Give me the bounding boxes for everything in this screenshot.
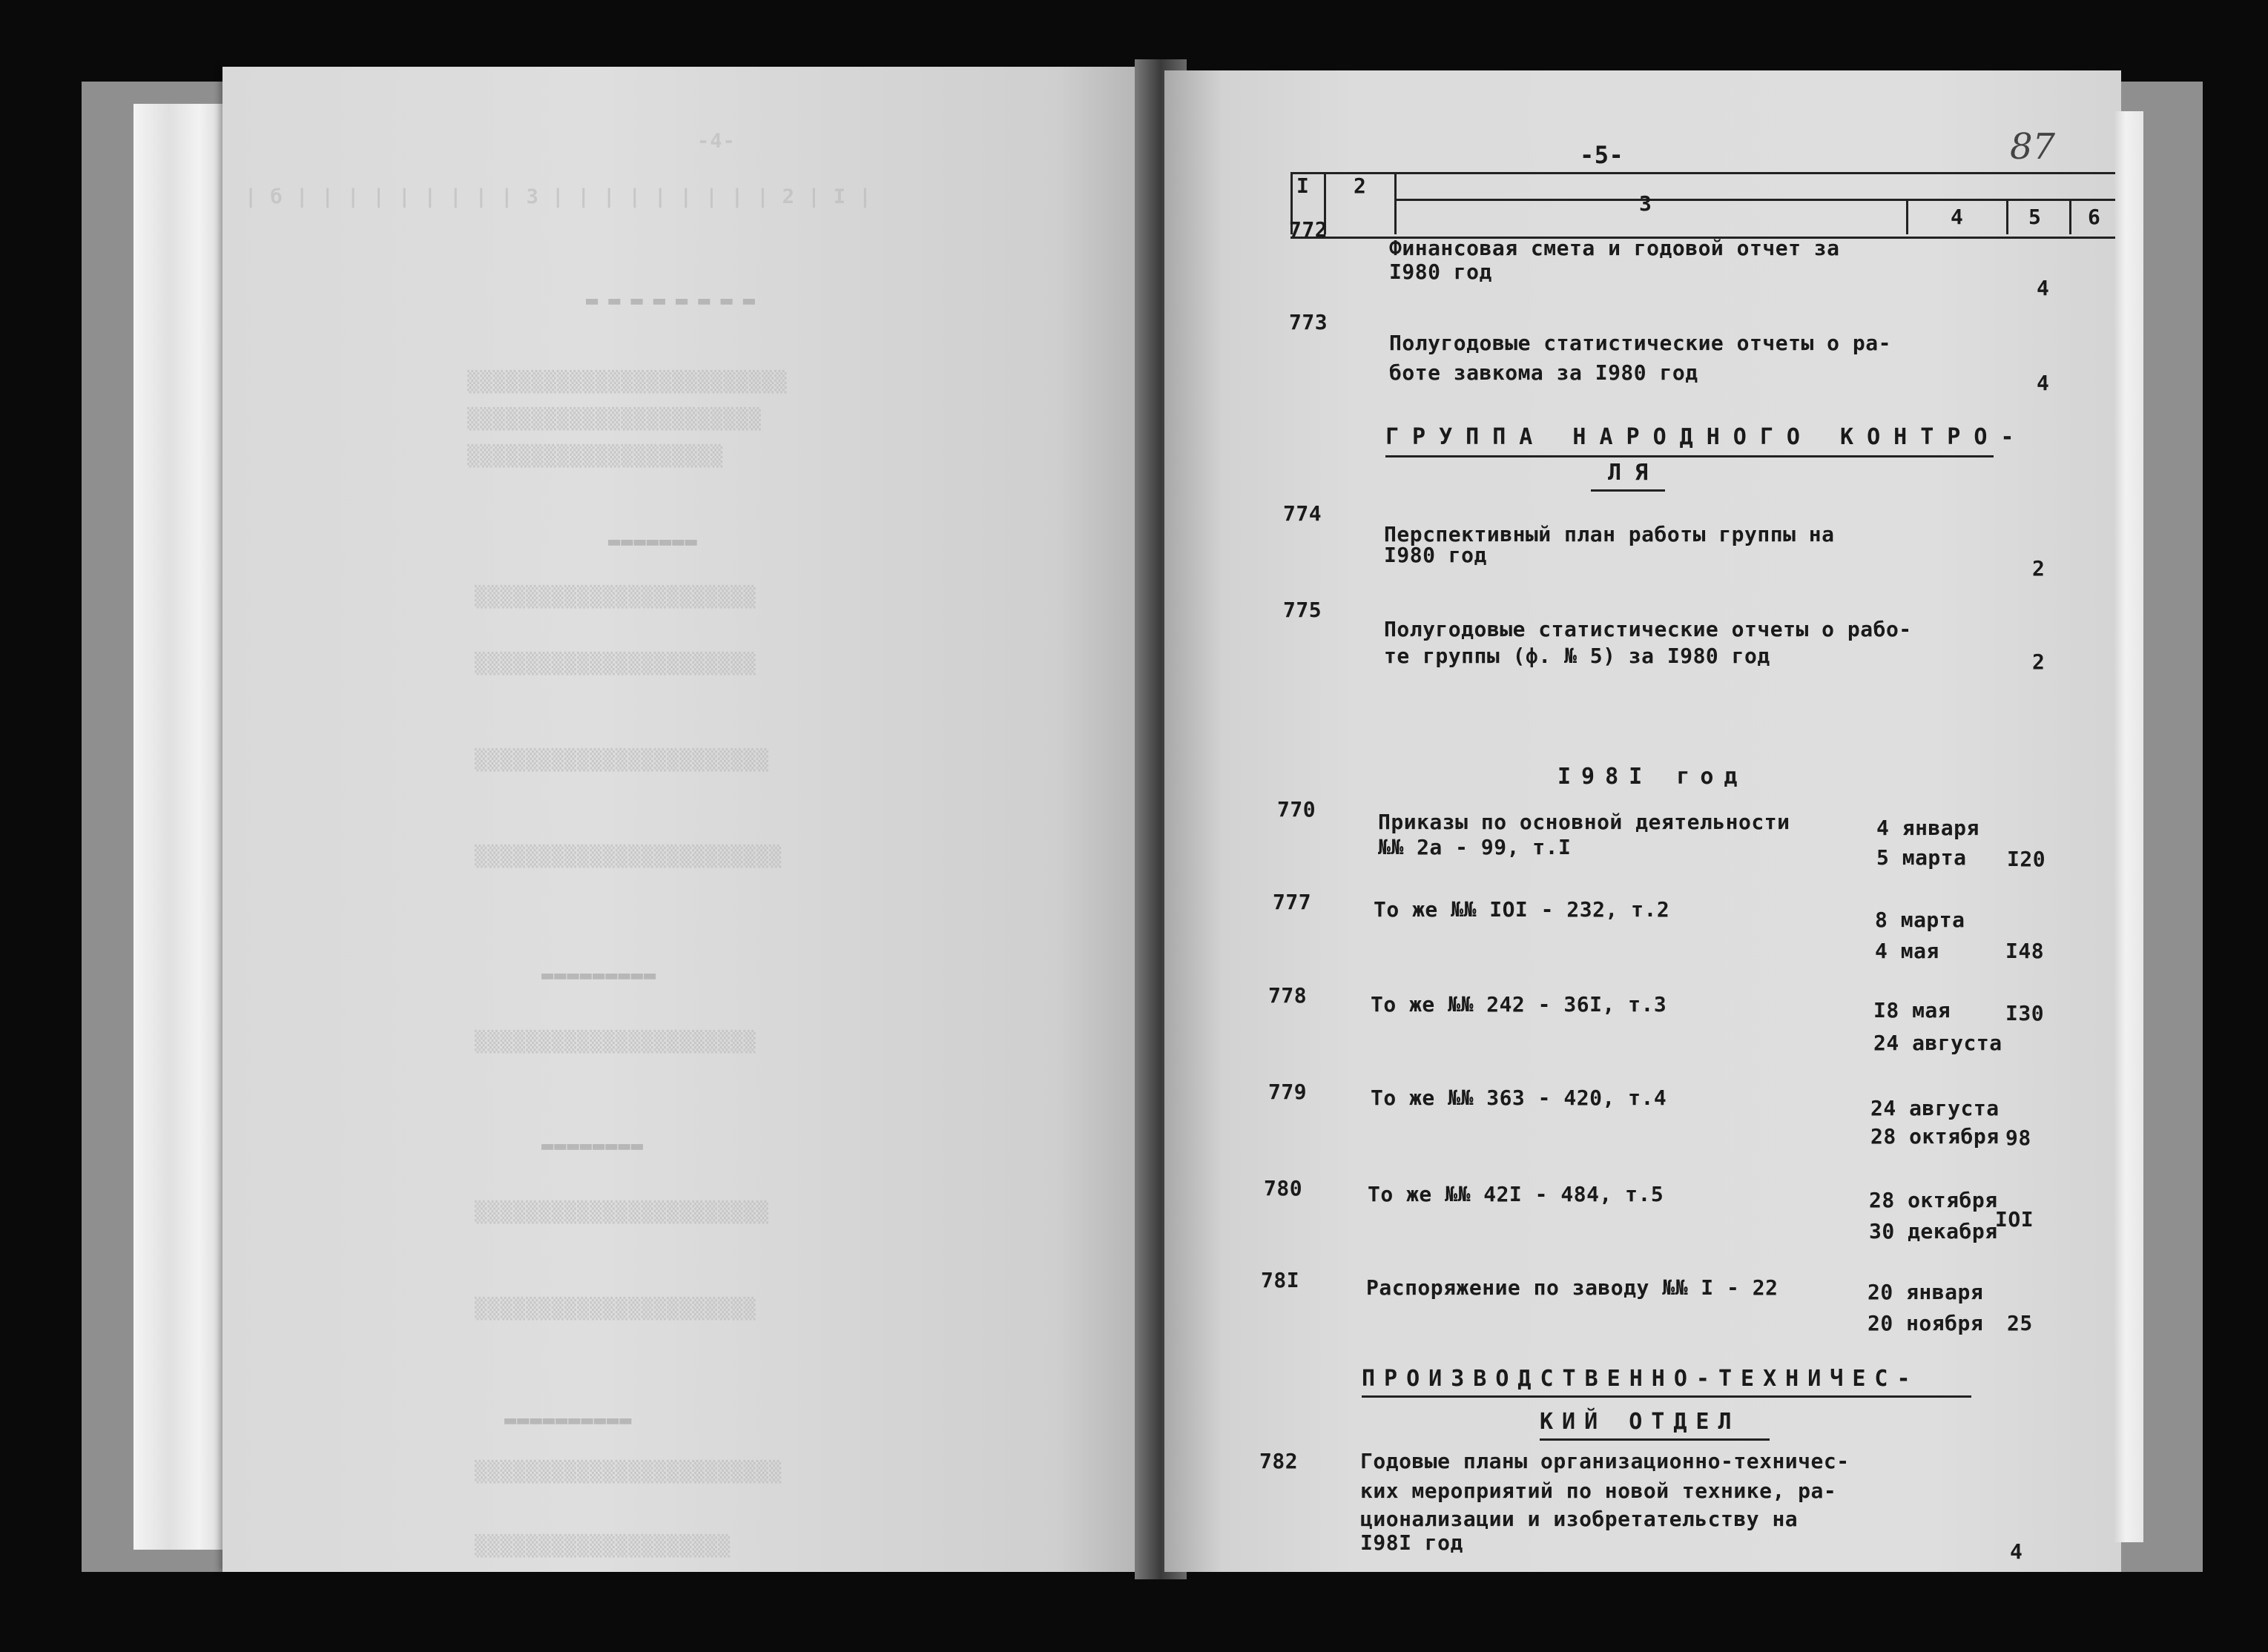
entry-sheets: I30: [2005, 1001, 2045, 1025]
entry-title-line: То же №№ 42I - 484, т.5: [1368, 1182, 1664, 1206]
entry-number: 770: [1277, 797, 1316, 822]
heading-underline: [1362, 1395, 1971, 1398]
entry-sheets: IOI: [1995, 1207, 2034, 1232]
section-heading: ПРОИЗВОДСТВЕННО-ТЕХНИЧЕС-: [1362, 1366, 1919, 1392]
entry-sheets: 2: [2032, 650, 2046, 674]
entry-date-start: 20 января: [1868, 1280, 1984, 1304]
entry-date-start: 4 января: [1876, 816, 1979, 840]
column-header: 6: [2088, 205, 2100, 229]
entry-title-line: То же №№ IOI - 232, т.2: [1374, 897, 1670, 922]
entry-date-start: 8 марта: [1875, 908, 1965, 932]
left-faded-line: ▒▒▒▒▒▒▒▒▒▒▒▒▒▒▒▒▒▒▒▒▒▒▒: [467, 408, 762, 431]
left-page-number: -4-: [697, 130, 736, 153]
left-faded-heading: ▬▬▬▬▬▬▬▬: [586, 289, 766, 312]
section-heading: ЛЯ: [1608, 460, 1662, 486]
entry-number: 78I: [1261, 1268, 1300, 1292]
entry-number: 775: [1283, 598, 1322, 622]
entry-number: 779: [1268, 1080, 1308, 1104]
left-faded-heading: ▬▬▬▬▬▬▬▬: [541, 1134, 645, 1157]
entry-number: 773: [1289, 310, 1328, 334]
left-faded-line: ▒▒▒▒▒▒▒▒▒▒▒▒▒▒▒▒▒▒▒▒▒▒▒: [475, 749, 769, 772]
entry-sheets: 2: [2032, 556, 2046, 581]
entry-number: 778: [1268, 983, 1308, 1008]
left-faded-line: ▒▒▒▒▒▒▒▒▒▒▒▒▒▒▒▒▒▒▒▒: [475, 1535, 731, 1558]
left-faded-line: ▒▒▒▒▒▒▒▒▒▒▒▒▒▒▒▒▒▒▒▒▒▒: [475, 586, 756, 609]
column-divider: [1906, 200, 1908, 234]
column-divider: [2006, 200, 2008, 234]
page-number: -5-: [1580, 141, 1624, 169]
entry-title-line: ционализации и изобретательству на: [1360, 1507, 1799, 1531]
entry-sheets: 4: [2037, 371, 2050, 395]
entry-sheets: 4: [2037, 276, 2050, 300]
left-faded-line: ▒▒▒▒▒▒▒▒▒▒▒▒▒▒▒▒▒▒▒▒▒▒: [475, 652, 756, 675]
entry-title-line: Полугодовые статистические отчеты о рабо-: [1384, 617, 1912, 641]
column-divider: [1394, 172, 1397, 234]
entry-sheets: I20: [2007, 847, 2046, 871]
entry-title-line: №№ 2а - 99, т.I: [1378, 835, 1572, 859]
entry-title-line: Перспективный план работы группы на: [1384, 522, 1835, 546]
left-faded-line: ▒▒▒▒▒▒▒▒▒▒▒▒▒▒▒▒▒▒▒▒▒▒▒▒▒: [467, 371, 788, 394]
entry-title-line: Финансовая смета и годовой отчет за: [1389, 236, 1840, 260]
entry-title-line: I980 год: [1389, 260, 1492, 284]
column-header-row: [1290, 172, 2115, 239]
entry-number: 774: [1283, 501, 1322, 526]
column-header: 3: [1639, 191, 1652, 216]
entry-title-line: боте завкома за I980 год: [1389, 360, 1698, 385]
entry-title-line: То же №№ 242 - 36I, т.3: [1371, 992, 1667, 1017]
entry-sheets: 98: [2005, 1126, 2031, 1150]
heading-underline: [1540, 1438, 1770, 1441]
year-heading: I98I год: [1557, 764, 1748, 790]
left-faded-heading: ▬▬▬▬▬▬▬▬▬: [541, 964, 657, 987]
right-page-stack: [2114, 111, 2143, 1542]
column-header: 2: [1354, 174, 1366, 198]
left-faded-line: ▒▒▒▒▒▒▒▒▒▒▒▒▒▒▒▒▒▒▒▒▒▒▒: [475, 1201, 769, 1224]
entry-number: 780: [1264, 1176, 1303, 1200]
folio-number: 87: [2010, 126, 2056, 168]
entry-date-end: 24 августа: [1873, 1031, 2002, 1055]
entry-date-end: 5 марта: [1876, 845, 1967, 870]
entry-date-end: 28 октября: [1870, 1124, 2000, 1149]
left-faded-line: ▒▒▒▒▒▒▒▒▒▒▒▒▒▒▒▒▒▒▒▒: [467, 445, 724, 468]
section-heading: КИЙ ОТДЕЛ: [1540, 1409, 1741, 1435]
column-header: 4: [1951, 205, 1963, 229]
left-faded-line: ▒▒▒▒▒▒▒▒▒▒▒▒▒▒▒▒▒▒▒▒▒▒▒▒: [475, 1461, 782, 1484]
left-faded-line: | б | | | | | | | | | З | | | | | | | | | 2 | I |: [245, 185, 872, 208]
section-heading: ГРУППА НАРОДНОГО КОНТРО-: [1385, 424, 2028, 450]
entry-title-line: Приказы по основной деятельности: [1378, 810, 1790, 834]
entry-title-line: I980 год: [1384, 543, 1487, 567]
entry-title-line: ких мероприятий по новой технике, ра-: [1360, 1478, 1837, 1503]
entry-date-end: 30 декабря: [1869, 1219, 1998, 1243]
entry-date-start: I8 мая: [1873, 998, 1951, 1022]
entry-date-start: 24 августа: [1870, 1096, 2000, 1120]
left-faded-line: ▒▒▒▒▒▒▒▒▒▒▒▒▒▒▒▒▒▒▒▒▒▒▒▒: [475, 845, 782, 868]
entry-title-line: Распоряжение по заводу №№ I - 22: [1366, 1275, 1779, 1300]
heading-underline: [1385, 455, 1994, 457]
entry-title-line: те группы (ф. № 5) за I980 год: [1384, 644, 1770, 668]
column-divider: [2069, 200, 2071, 234]
heading-underline: [1591, 489, 1665, 492]
left-faded-heading: ▬▬▬▬▬▬▬▬▬▬: [504, 1409, 633, 1432]
left-faded-line: ▒▒▒▒▒▒▒▒▒▒▒▒▒▒▒▒▒▒▒▒▒▒: [475, 1031, 756, 1054]
column-header: 5: [2028, 205, 2041, 229]
entry-title-line: То же №№ 363 - 420, т.4: [1371, 1086, 1667, 1110]
entry-title-line: Полугодовые статистические отчеты о ра-: [1389, 331, 1891, 355]
left-page: [222, 67, 1150, 1572]
entry-number: 777: [1273, 890, 1312, 914]
entry-title-line: I98I год: [1360, 1530, 1463, 1555]
entry-date-end: 20 ноября: [1868, 1311, 1984, 1335]
left-faded-heading: ▬▬▬▬▬▬▬: [608, 530, 698, 553]
column-header: I: [1296, 174, 1309, 198]
entry-title-line: Годовые планы организационно-техничес-: [1360, 1449, 1850, 1473]
column-subline: [1394, 199, 2115, 201]
entry-sheets: 25: [2007, 1311, 2033, 1335]
entry-number: 772: [1289, 217, 1328, 242]
entry-sheets: I48: [2005, 939, 2045, 963]
left-faded-line: ▒▒▒▒▒▒▒▒▒▒▒▒▒▒▒▒▒▒▒▒▒▒: [475, 1298, 756, 1321]
entry-date-end: 4 мая: [1875, 939, 1939, 963]
entry-sheets: 4: [2010, 1539, 2023, 1564]
entry-date-start: 28 октября: [1869, 1188, 1998, 1212]
entry-number: 782: [1259, 1449, 1299, 1473]
